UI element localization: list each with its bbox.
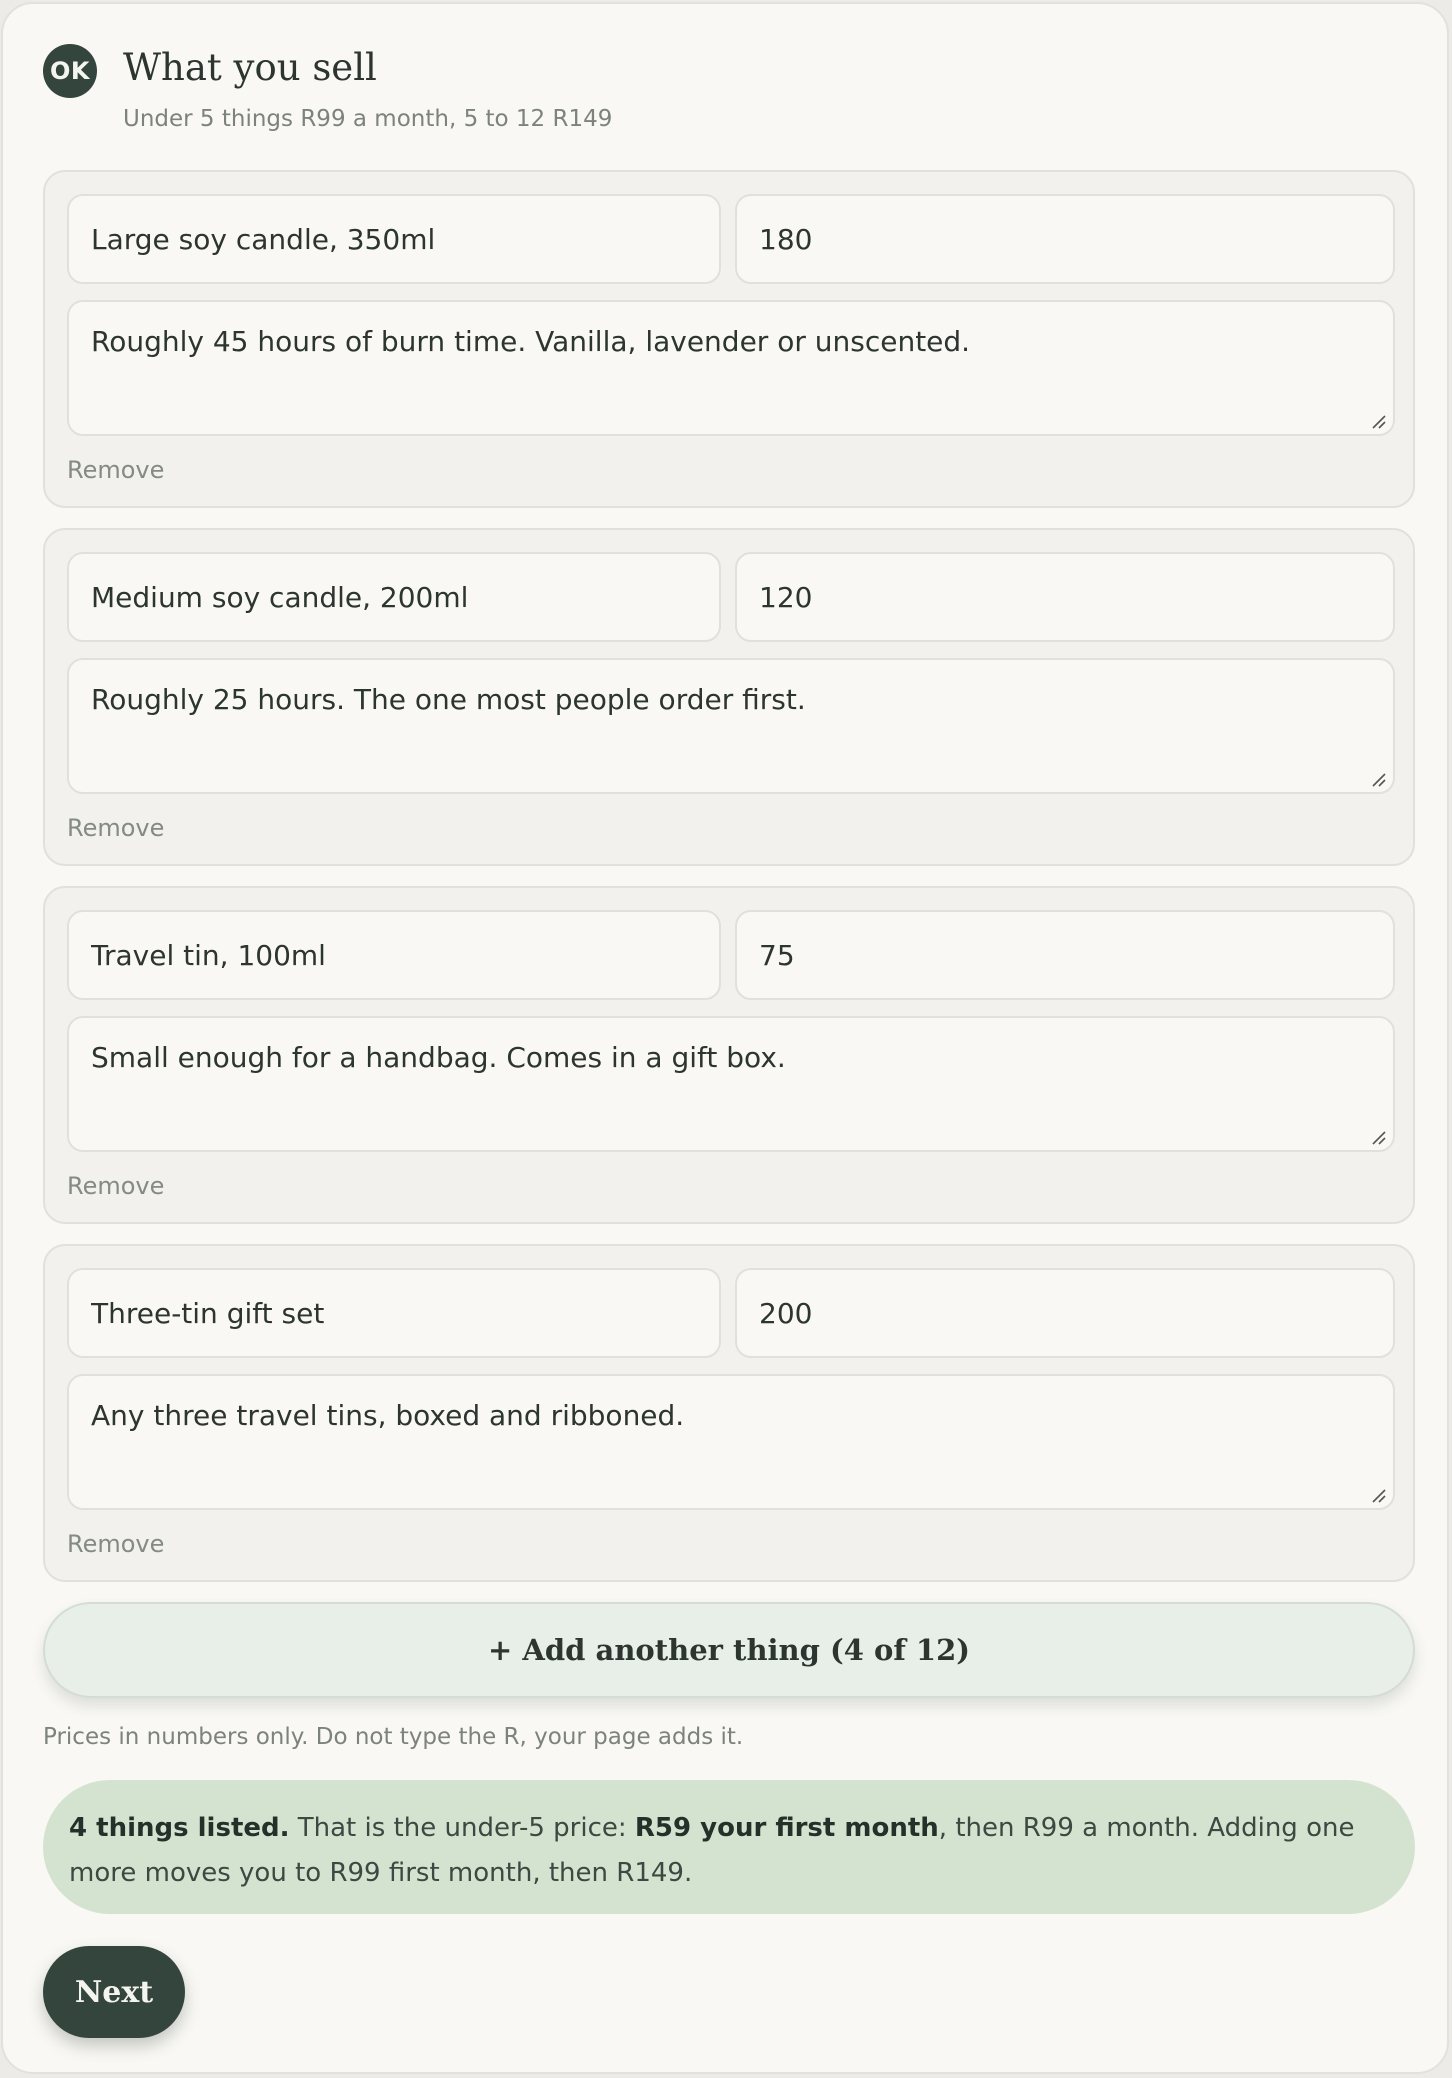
- summary-text: That is the under-5 price:: [289, 1813, 635, 1843]
- section-header: [43, 4, 1415, 170]
- pricing-subtitle: Under 5 things R99 a month, 5 to 12 R149: [123, 106, 613, 132]
- item-list: [43, 170, 1415, 1582]
- item-description-input[interactable]: [67, 658, 1395, 794]
- summary-text-rest: , then R99 a month. Adding one more moves you to R99 first month, then R149.: [69, 1813, 1355, 1888]
- remove-item-button[interactable]: Remove: [67, 1530, 165, 1558]
- form-card: [1, 2, 1449, 2074]
- remove-item-button[interactable]: Remove: [67, 456, 165, 484]
- summary-first-month: R59 your first month: [634, 1813, 939, 1843]
- remove-item-button[interactable]: Remove: [67, 814, 165, 842]
- remove-item-button[interactable]: Remove: [67, 1172, 165, 1200]
- item-card: [43, 528, 1415, 866]
- item-card: [43, 886, 1415, 1224]
- item-price-input[interactable]: [735, 194, 1395, 284]
- next-button[interactable]: Next: [43, 1946, 185, 2038]
- ok-badge: OK: [43, 44, 97, 98]
- add-item-button[interactable]: + Add another thing (4 of 12): [43, 1602, 1415, 1698]
- item-description-input[interactable]: [67, 300, 1395, 436]
- form-content: [43, 4, 1415, 2038]
- item-price-input[interactable]: [735, 552, 1395, 642]
- item-name-input[interactable]: [67, 910, 721, 1000]
- item-card: [43, 1244, 1415, 1582]
- item-description-input[interactable]: [67, 1016, 1395, 1152]
- page-title: What you sell: [123, 46, 377, 89]
- item-price-input[interactable]: [735, 1268, 1395, 1358]
- item-name-input[interactable]: [67, 552, 721, 642]
- item-name-input[interactable]: [67, 1268, 721, 1358]
- pricing-summary: [43, 1780, 1415, 1914]
- item-description-input[interactable]: [67, 1374, 1395, 1510]
- summary-count: 4 things listed.: [69, 1813, 290, 1843]
- item-card: [43, 170, 1415, 508]
- item-price-input[interactable]: [735, 910, 1395, 1000]
- price-hint: Prices in numbers only. Do not type the R, your page adds it.: [43, 1724, 744, 1750]
- item-name-input[interactable]: [67, 194, 721, 284]
